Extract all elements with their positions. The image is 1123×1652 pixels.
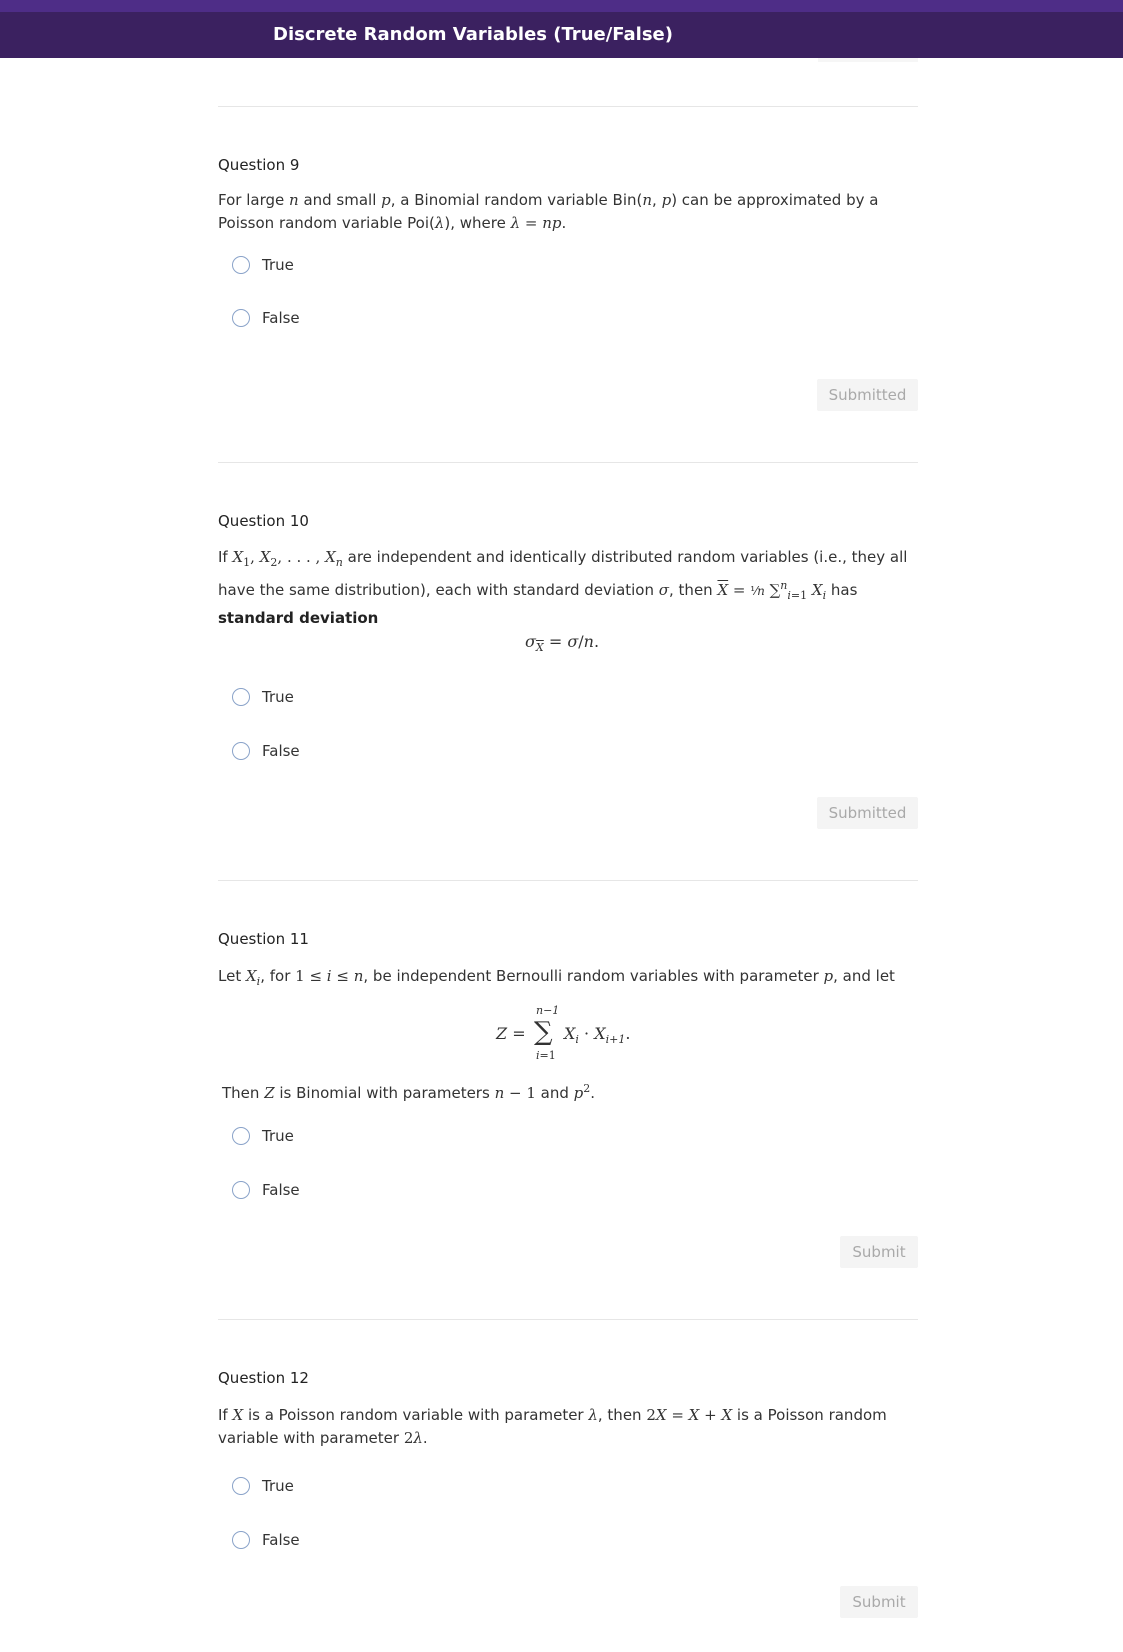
question-11-text: Let $X_i$, for 1 ≤ i ≤ n, be independent Bernoulli random variables with parameter p, and let [218,967,895,988]
question-9-option-false[interactable] [232,306,300,330]
question-12-submit-button[interactable]: Submit [840,1586,918,1618]
question-11-conclusion: Then Z is Binomial with parameters n − 1 and $p^2$. [222,1082,596,1102]
radio-button[interactable] [232,742,250,760]
option-label: False [262,309,300,327]
radio-button[interactable] [232,688,250,706]
radio-button[interactable] [232,1477,250,1495]
question-10-option-false[interactable] [232,739,300,763]
option-label: True [262,1127,294,1145]
top-bar [0,0,1123,58]
page-title: Discrete Random Variables (True/False) [273,24,673,45]
divider [218,462,918,463]
divider [218,106,918,107]
question-10-text: If $X_1$, $X_2$, . . . , $X_n$ are independent and identically distributed random variables (i.e., they all have the same distribution), each with standard deviation σ, then $\overline{X}$ = ¹⁄n ∑$^n_{i=1}$ $X_i$ has standard deviation [218,548,908,627]
option-label: True [262,1477,294,1495]
option-label: False [262,742,300,760]
radio-button[interactable] [232,1127,250,1145]
question-9-title: Question 9 [218,156,300,174]
divider [218,880,918,881]
radio-button[interactable] [232,1181,250,1199]
question-12-option-false[interactable] [232,1528,300,1552]
radio-button[interactable] [232,309,250,327]
question-9-submit-button[interactable]: Submitted [817,379,918,411]
radio-button[interactable] [232,1531,250,1549]
option-label: True [262,256,294,274]
question-10-option-true[interactable] [232,685,294,709]
question-11-option-false[interactable] [232,1178,300,1202]
question-12-title: Question 12 [218,1369,309,1387]
question-11-title: Question 11 [218,930,309,948]
option-label: False [262,1181,300,1199]
divider [218,1319,918,1320]
question-9-text: For large n and small p, a Binomial random variable Bin(n, p) can be approximated by a Poisson random variable Poi(λ), where λ = np. [218,191,879,232]
question-11-equation: n−1 Z = ∑ $X_i \cdot X_{i+1}$. i=1 [496,1004,631,1062]
radio-button[interactable] [232,256,250,274]
question-12-text: If X is a Poisson random variable with parameter λ, then 2X = X + X is a Poisson random variable with parameter 2λ. [218,1406,887,1447]
question-10-equation: $\sigma_{\overline{X}} = \sigma/n$. [525,632,600,655]
option-label: True [262,688,294,706]
question-11-submit-button[interactable]: Submit [840,1236,918,1268]
question-10-submit-button[interactable]: Submitted [817,797,918,829]
question-10-title: Question 10 [218,512,309,530]
header-shadow [818,58,918,62]
question-11-option-true[interactable] [232,1124,294,1148]
question-9-option-true[interactable] [232,253,294,277]
option-label: False [262,1531,300,1549]
question-12-option-true[interactable] [232,1474,294,1498]
